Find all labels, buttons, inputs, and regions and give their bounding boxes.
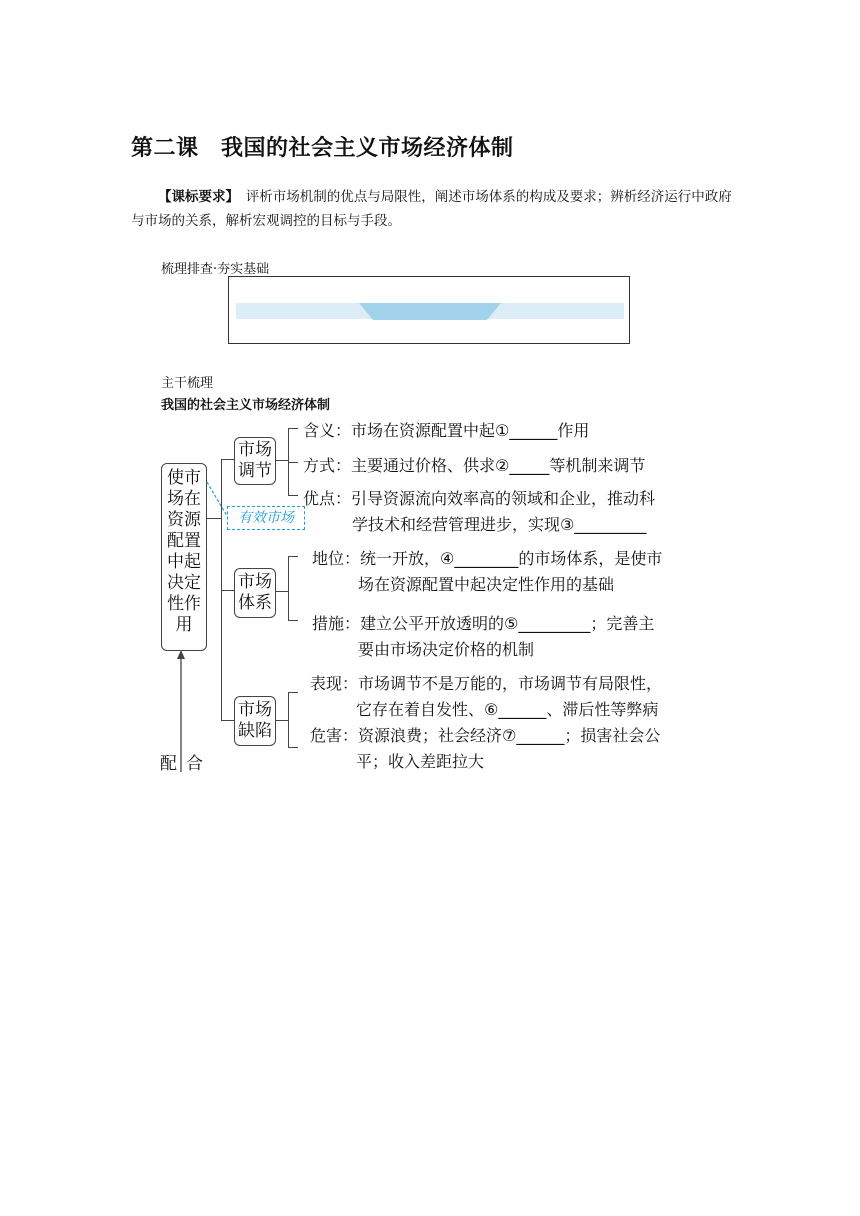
item-measures: 措施：建立公平开放透明的⑤_________；完善主 (312, 614, 655, 633)
branch-label-line: 市场 (238, 572, 272, 592)
requirements-text: 评析市场机制的优点与局限性，阐述市场体系的构成及要求；辨析经济运行中政府与市场的关系，解析宏观调控的目标与手段。 (131, 189, 732, 229)
bracket-line (288, 556, 289, 621)
item-advantage: 优点：引导资源流向效率高的领域和企业，推动科 (303, 489, 656, 508)
item-harm-cont: 平；收入差距拉大 (356, 752, 485, 771)
branch-market-system (234, 568, 276, 618)
branch-label-line: 市场 (238, 440, 272, 460)
branch-stem (276, 720, 288, 721)
map-title: 我国的社会主义市场经济体制 (161, 398, 331, 413)
handwritten-connector (205, 480, 231, 520)
root-line: 决定 (167, 573, 201, 593)
item-manifestation: 表现：市场调节不是万能的，市场调节有局限性， (310, 674, 663, 693)
branch-connector (221, 459, 234, 460)
branch-stem (276, 591, 288, 592)
root-line: 中起 (167, 552, 201, 572)
item-manifestation-cont: 它存在着自发性、⑥______、滞后性等弊病 (356, 700, 659, 719)
root-node (161, 463, 207, 651)
section-banner (228, 276, 630, 344)
bracket-tick (288, 620, 298, 621)
branch-label-line: 体系 (238, 593, 272, 613)
item-status-cont: 场在资源配置中起决定性作用的基础 (358, 575, 615, 594)
root-line: 使市 (167, 468, 201, 488)
cooperation-label-right: 合 (186, 754, 203, 774)
item-measures-cont: 要由市场决定价格的机制 (358, 640, 535, 659)
root-line: 资源 (167, 510, 201, 530)
bracket-tick (288, 692, 298, 693)
branch-label-line: 缺陷 (238, 721, 272, 741)
bracket-tick (288, 556, 298, 557)
handwritten-note: 有效市场 (227, 506, 305, 530)
item-status: 地位：统一开放，④________的市场体系，是使市 (312, 549, 663, 568)
bracket-tick (288, 495, 298, 496)
item-meaning: 含义：市场在资源配置中起①______作用 (303, 421, 590, 440)
root-line: 配置 (167, 531, 201, 551)
item-advantage-cont: 学技术和经营管理进步，实现③_________ (352, 515, 647, 534)
section-heading-trunk: 主干梳理 (161, 376, 214, 391)
requirements-tag: 【课标要求】 (158, 189, 233, 205)
root-line: 用 (175, 615, 193, 635)
root-connector (207, 518, 222, 519)
bracket-tick (288, 747, 298, 748)
item-method: 方式：主要通过价格、供求②_____等机制来调节 (303, 456, 646, 475)
branch-connector (221, 720, 234, 721)
page-title: 第二课 我国的社会主义市场经济体制 (131, 136, 514, 161)
banner-decoration (229, 277, 629, 343)
root-line: 性作 (167, 594, 201, 614)
branch-market-defects (234, 696, 276, 746)
section-heading-review: 梳理排查·夯实基础 (161, 262, 270, 277)
bracket-tick (288, 462, 298, 463)
branch-label-line: 调节 (238, 461, 272, 481)
branch-label-line: 市场 (238, 700, 272, 720)
item-harm: 危害：资源浪费；社会经济⑦______；损害社会公 (310, 726, 661, 745)
bracket-tick (288, 428, 298, 429)
bracket-line (288, 692, 289, 748)
branch-market-regulation (234, 437, 276, 485)
branch-stem (276, 460, 288, 461)
root-line: 场在 (167, 489, 201, 509)
cooperation-label-left: 配 (160, 754, 177, 774)
curriculum-requirements (131, 185, 736, 233)
branch-connector (221, 590, 234, 591)
